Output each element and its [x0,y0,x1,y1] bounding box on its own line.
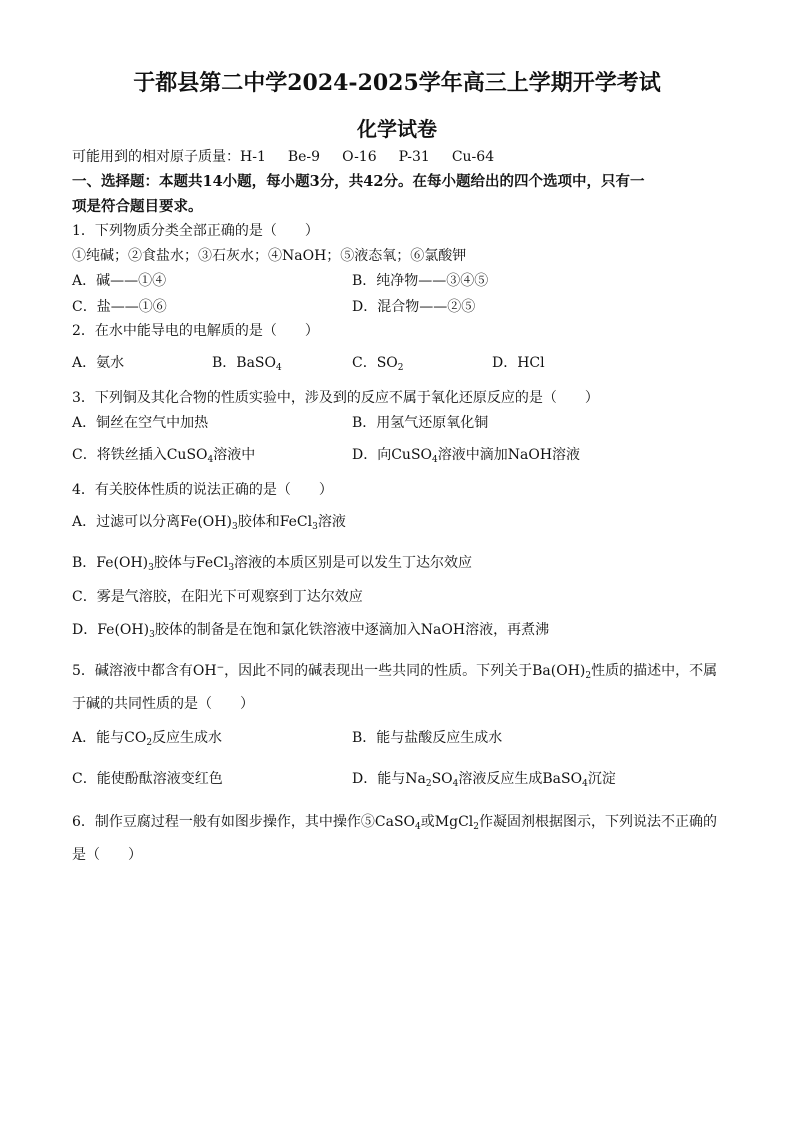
q3-stem: 3．下列铜及其化合物的性质实验中，涉及到的反应不属于氧化还原反应的是（ ） [72,390,599,406]
q4-option-b: B．$Fe(OH)_3$胶体与FeCl$_3$溶液的本质区别是可以发生丁达尔效应 [72,555,473,573]
q1-option-a: A．碱——①④ [72,273,167,289]
atomic-mass-label: 可能用到的相对原子质量： [72,149,240,165]
q2-stem: 2．在水中能导电的电解质的是（ ） [72,323,319,339]
q3-option-c: C．将铁丝插入CuSO$_4$溶液中 [72,447,256,465]
q5-option-d: D．能与$Na_2SO_4$溶液反应生成BaSO$_4$沉淀 [352,771,616,789]
q2-option-b: B．BaSO$_4$ [212,355,282,373]
q2-option-c: C．$SO_2$ [352,355,404,373]
q3-option-d: D．向CuSO$_4$溶液中滴加NaOH溶液 [352,447,581,465]
mass-h: H-1 [240,149,266,165]
section-heading-line1: 一、选择题：本题共14小题，每小题3分，共42分。在每小题给出的四个选项中，只有一 [72,173,645,190]
q5-option-a: A．能与$CO_2$反应生成水 [72,730,223,748]
exam-title: 于都县第二中学2024-2025学年高三上学期开学考试 [133,70,661,96]
q3-option-b: B．用氢气还原氧化铜 [352,415,489,431]
q4-option-c: C．雾是气溶胶，在阳光下可观察到丁达尔效应 [72,589,363,605]
mass-cu: Cu-64 [451,149,495,165]
q1-option-b: B．纯净物——③④⑤ [352,273,489,289]
mass-be: Be-9 [287,149,321,165]
q5-option-b: B．能与盐酸反应生成水 [352,730,503,746]
q5-option-c: C．能使酚酞溶液变红色 [72,771,223,787]
mass-p: P-31 [398,149,430,165]
q5-stem-line2: 于碱的共同性质的是（ ） [72,696,254,712]
q4-stem: 4．有关胶体性质的说法正确的是（ ） [72,482,333,498]
q5-stem: 5．碱溶液中都含有OH−，因此不同的碱表现出一些共同的性质。下列关于$Ba(OH)_2$性质的描述中，不属 [72,663,718,681]
q1-option-d: D．混合物——②⑤ [352,299,476,315]
q3-option-a: A．铜丝在空气中加热 [72,415,209,431]
q6-stem-line2: 是（ ） [72,847,142,863]
q1-stem: 1．下列物质分类全部正确的是（ ） [72,223,319,239]
q2-option-d: D．HCl [492,355,545,371]
section-heading-line2: 项是符合题目要求。 [72,198,203,215]
mass-o: O-16 [342,149,377,165]
exam-subtitle: 化学试卷 [357,117,437,141]
atomic-mass-line [72,147,516,167]
q1-items: ①纯碱；②食盐水；③石灰水；④NaOH；⑤液态氧；⑥氯酸钾 [72,248,467,264]
q6-stem: 6．制作豆腐过程一般有如图步操作，其中操作⑤CaSO$_4$或MgCl$_2$作凝固剂根据图示，下列说法不正确的 [72,814,718,832]
q2-option-a: A．氨水 [72,355,125,371]
q4-option-d: D．$Fe(OH)_3$胶体的制备是在饱和氯化铁溶液中逐滴加入NaOH溶液，再煮沸 [72,622,550,640]
q1-option-c: C．盐——①⑥ [72,299,167,315]
q4-option-a: A．过滤可以分离$Fe(OH)_3$胶体和FeCl$_3$溶液 [72,514,346,532]
